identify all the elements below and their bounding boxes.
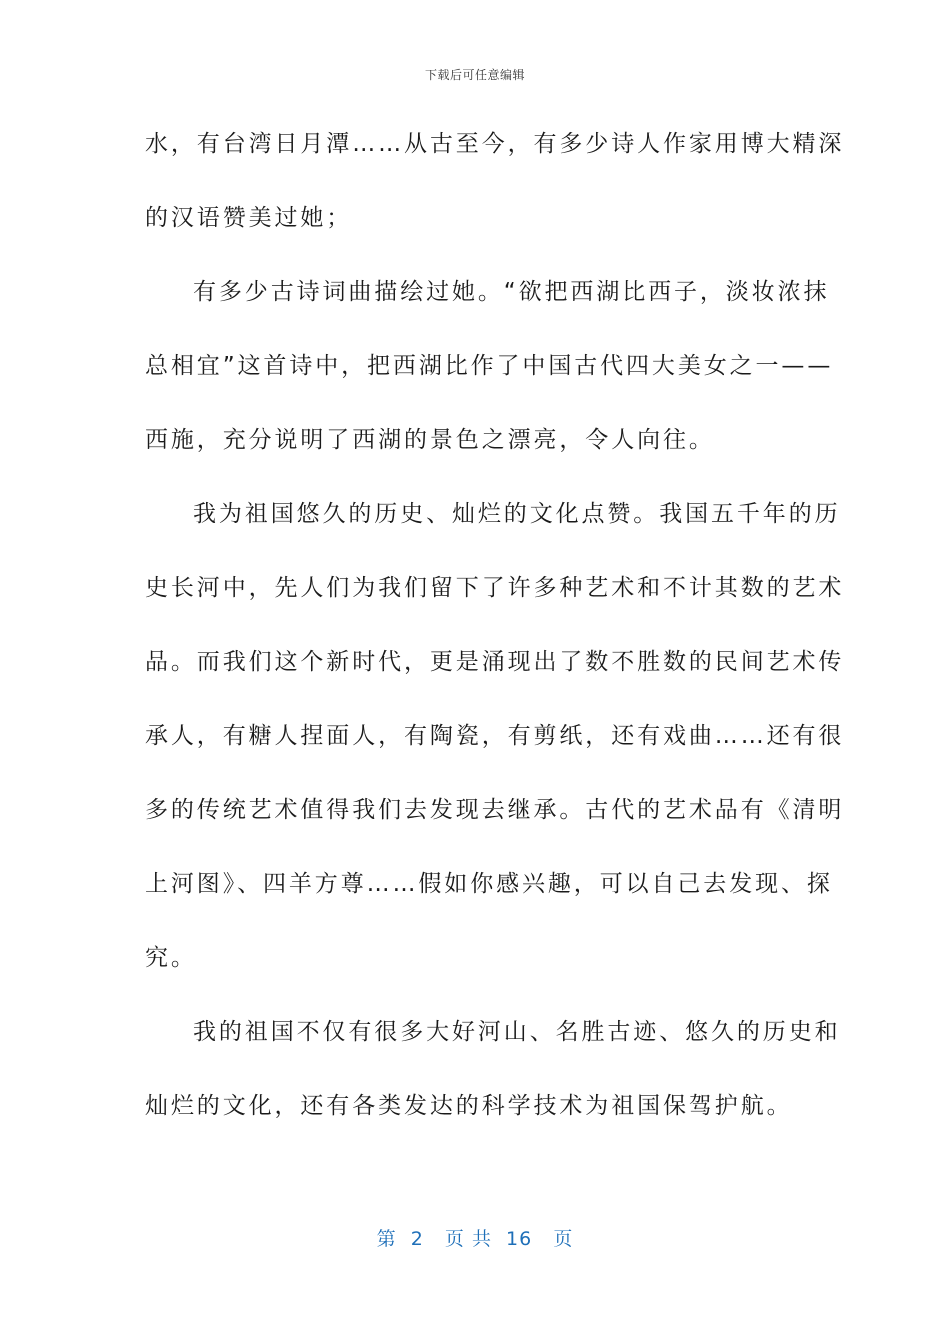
page-number-footer: 第 2 页 共 16 页 — [376, 1228, 574, 1250]
paragraph — [145, 266, 834, 488]
text-line: 的汉语赞美过她； — [145, 205, 353, 231]
text-line: 品。而我们这个新时代，更是涌现出了数不胜数的民间艺术传 — [145, 649, 845, 675]
text-line: 我的祖国不仅有很多大好河山、名胜古迹、悠久的历史和 — [193, 1019, 841, 1045]
paragraph — [145, 118, 845, 266]
text-line: 究。 — [145, 945, 197, 971]
text-line: 史长河中，先人们为我们留下了许多种艺术和不计其数的艺术 — [145, 575, 845, 601]
text-line: 多的传统艺术值得我们去发现去继承。古代的艺术品有《清明 — [145, 797, 845, 823]
text-line: 承人，有糖人捏面人，有陶瓷，有剪纸，还有戏曲……还有很 — [145, 723, 845, 749]
paragraph — [145, 488, 845, 1006]
text-line: 西施，充分说明了西湖的景色之漂亮，令人向往。 — [145, 427, 715, 453]
header-note: 下载后可任意编辑 — [424, 68, 525, 82]
text-line: 灿烂的文化，还有各类发达的科学技术为祖国保驾护航。 — [145, 1093, 793, 1119]
text-line: 我为祖国悠久的历史、灿烂的文化点赞。我国五千年的历 — [193, 501, 841, 527]
text-line: 有多少古诗词曲描绘过她。“欲把西湖比西子，淡妆浓抹 — [193, 279, 830, 305]
paragraph — [145, 1006, 841, 1154]
text-line: 总相宜”这首诗中，把西湖比作了中国古代四大美女之一—— — [145, 353, 834, 379]
text-line: 上河图》、四羊方尊……假如你感兴趣，可以自己去发现、探 — [145, 871, 833, 897]
text-line: 水，有台湾日月潭……从古至今，有多少诗人作家用博大精深 — [145, 131, 845, 157]
document-body — [145, 118, 845, 1154]
